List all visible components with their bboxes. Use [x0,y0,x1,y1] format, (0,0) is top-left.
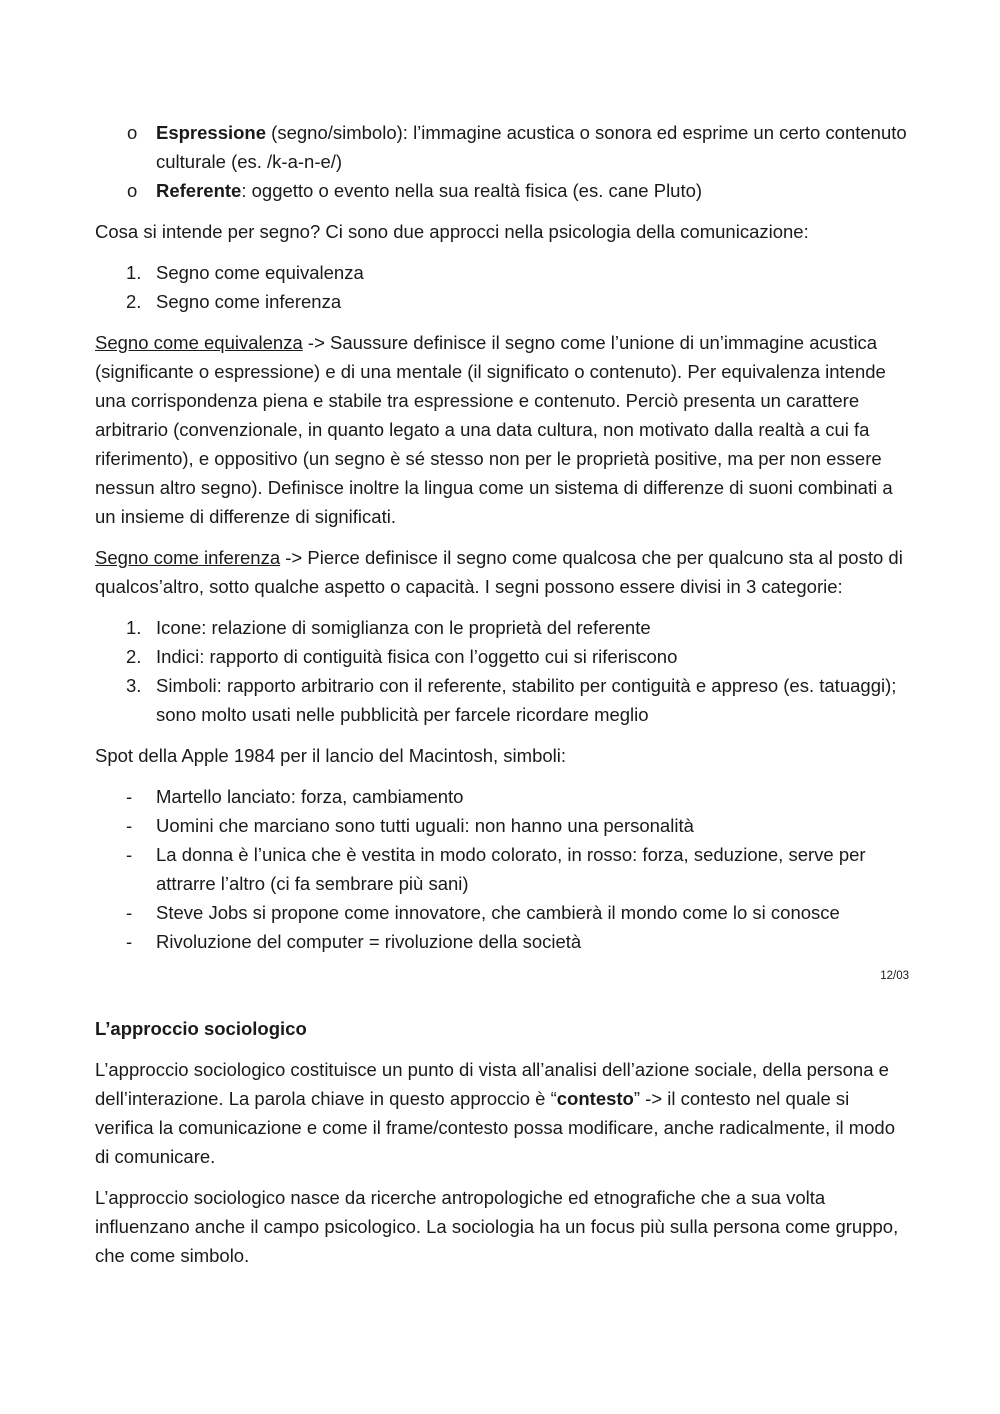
list-item-text: Indici: rapporto di contiguità fisica con l’oggetto cui si riferiscono [156,646,678,667]
keyword-contesto: contesto [556,1088,634,1109]
list-number: 1. [126,262,142,283]
list-item [95,613,907,642]
bullet-marker: o [127,122,138,143]
term-referente: Referente [156,180,242,201]
list-item [95,840,907,898]
page-content [95,118,907,1282]
equivalenza-paragraph [95,328,907,531]
list-item [95,287,907,316]
sociological-paragraph-1 [95,1055,907,1171]
categories-list [95,613,907,729]
list-item-text: Rivoluzione del computer = rivoluzione della società [156,931,582,952]
list-item-text: Martello lanciato: forza, cambiamento [156,786,464,807]
dash-marker: - [126,786,133,807]
list-item-text: Steve Jobs si propone come innovatore, che cambierà il mondo come lo si conosce [156,902,840,923]
dash-marker: - [126,815,133,836]
dash-marker: - [126,844,133,865]
list-item [95,258,907,287]
approaches-list [95,258,907,316]
sociological-paragraph-2: L’approccio sociologico nasce da ricerche antropologiche ed etnografiche che a sua volta influenzano anche il campo psicologico. La sociologia ha un focus più sulla persona come gruppo, che come simbolo. [95,1187,899,1266]
dash-marker: - [126,902,133,923]
term-espressione: Espressione [156,122,267,143]
lesson-date: 12/03 [880,970,909,982]
inferenza-term: Segno come inferenza [95,547,281,568]
list-item [95,642,907,671]
list-number: 1. [126,617,142,638]
list-item-text: Icone: relazione di somiglianza con le proprietà del referente [156,617,651,638]
list-item [95,176,907,205]
equivalenza-term: Segno come equivalenza [95,332,303,353]
definition-text: (segno/simbolo): l’immagine acustica o sonora ed esprime un certo contenuto culturale (es. /k-a-n-e/) [156,122,907,172]
sign-components-list [95,118,907,205]
paragraph-text: L’approccio sociologico costituisce un punto di vista all’analisi dell’azione sociale, della persona e dell’interazione. La parola chiave in questo approccio è “ [95,1059,889,1109]
list-item [95,811,907,840]
spot-symbols-list [95,782,907,956]
list-number: 3. [126,675,142,696]
list-item-text: Simboli: rapporto arbitrario con il referente, stabilito per contiguità e appreso (es. tatuaggi); sono molto usati nelle pubblicità per farcele ricordare meglio [156,675,897,725]
inferenza-text: -> Pierce definisce il segno come qualcosa che per qualcuno sta al posto di qualcos’altro, sotto qualche aspetto o capacità. I segni possono essere divisi in 3 categorie: [95,547,903,597]
paragraph-text: ” -> il contesto nel quale si verifica la comunicazione e come il frame/contesto possa modificare, anche radicalmente, il modo di comunicare. [95,1088,895,1167]
list-item [95,927,907,956]
bullet-marker: o [127,180,138,201]
list-item [95,118,907,176]
list-number: 2. [126,291,142,312]
list-number: 2. [126,646,142,667]
list-item-text: Uomini che marciano sono tutti uguali: non hanno una personalità [156,815,694,836]
list-item-text: Segno come inferenza [156,291,342,312]
spot-intro-paragraph: Spot della Apple 1984 per il lancio del Macintosh, simboli: [95,745,567,766]
list-item [95,671,907,729]
dash-marker: - [126,931,133,952]
inferenza-paragraph [95,543,907,601]
list-item [95,898,907,927]
list-item-text: Segno come equivalenza [156,262,364,283]
equivalenza-text: -> Saussure definisce il segno come l’unione di un’immagine acustica (significante o espressione) e di una mentale (il significato o contenuto). Per equivalenza intende una corrispondenza piena e stabile tra espressione e contenuto. Perciò presenta un carattere arbitrario (convenzionale, in quanto legato a una data cultura, non motivato dalla realtà a cui fa riferimento), e oppositivo (un segno è sé stesso non per le proprietà positive, ma per non essere nessun altro segno). Definisce inoltre la lingua come un sistema di differenze di suoni combinati a un insieme di differenze di significati. [95,332,893,527]
list-item-text: La donna è l’unica che è vestita in modo colorato, in rosso: forza, seduzione, serve per attrarre l’altro (ci fa sembrare più sani) [156,844,866,894]
definition-text: : oggetto o evento nella sua realtà fisica (es. cane Pluto) [241,180,703,201]
section-heading: L’approccio sociologico [95,1018,307,1039]
question-paragraph: Cosa si intende per segno? Ci sono due approcci nella psicologia della comunicazione: [95,221,809,242]
list-item [95,782,907,811]
